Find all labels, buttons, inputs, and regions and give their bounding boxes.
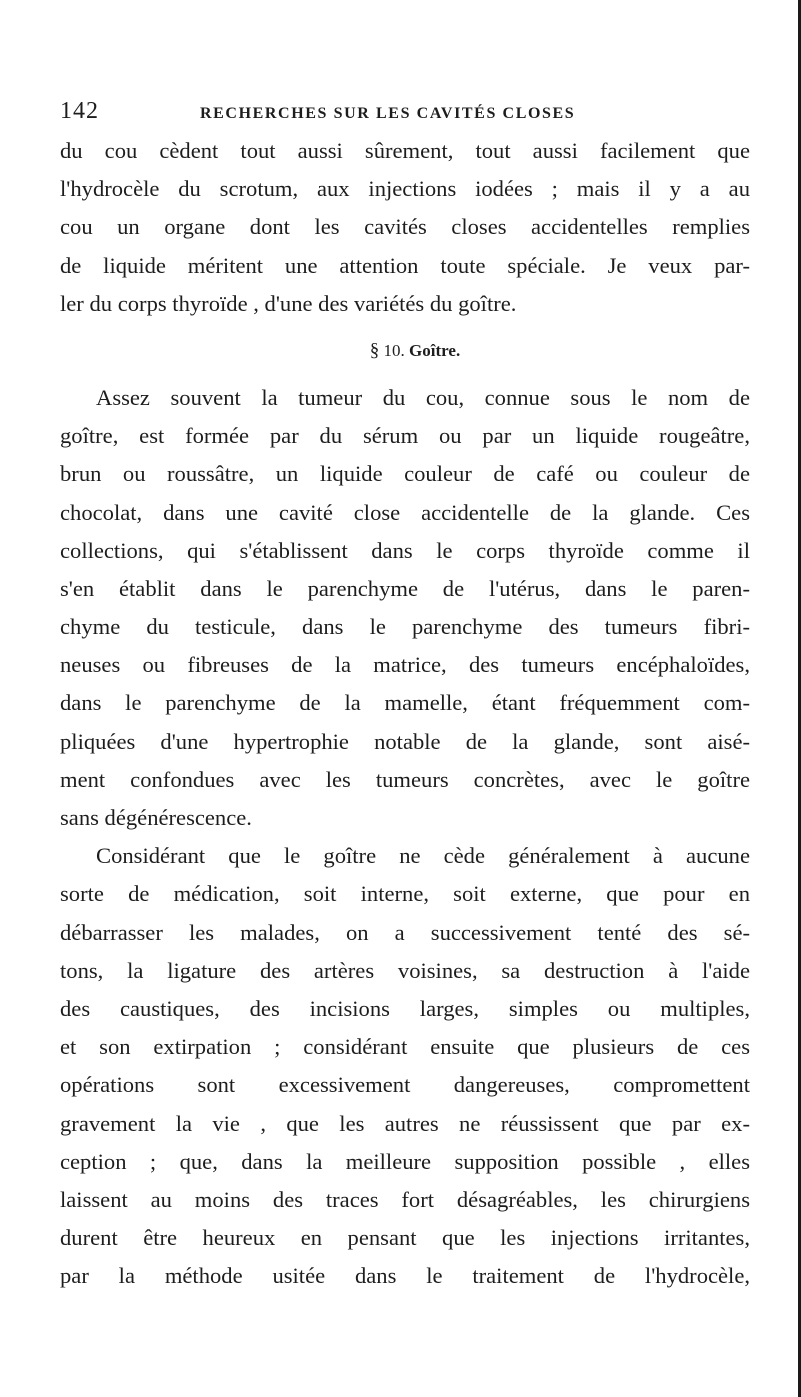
paragraph-intro: [60, 132, 750, 323]
text-line: pliquées d'une hypertrophie notable de la glande, sont aisé-: [60, 728, 750, 754]
text-line: du cou cèdent tout aussi sûrement, tout aussi facilement que: [60, 138, 750, 163]
page-number: 142: [60, 98, 99, 124]
text-line: Considérant que le goître ne cède généralement à aucune: [96, 843, 750, 869]
text-line: neuses ou fibreuses de la matrice, des tumeurs encéphaloïdes,: [60, 652, 750, 678]
text-line: ler du corps thyroïde , d'une des variétés du goître.: [60, 290, 517, 316]
text-line: sans dégénérescence.: [60, 805, 252, 830]
section-sign: §: [369, 339, 380, 361]
text-line: dans le parenchyme de la mamelle, étant fréquemment com-: [60, 690, 750, 716]
text-line: gravement la vie , que les autres ne réussissent que par ex-: [60, 1110, 750, 1136]
text-line: par la méthode usitée dans le traitement de l'hydrocèle,: [60, 1263, 750, 1289]
text-line: des caustiques, des incisions larges, simples ou multiples,: [60, 995, 750, 1021]
text-line: opérations sont excessivement dangereuses, compromettent: [60, 1072, 750, 1098]
text-line: goître, est formée par du sérum ou par un liquide rougeâtre,: [60, 423, 750, 449]
text-line: et son extirpation ; considérant ensuite que plusieurs de ces: [60, 1034, 750, 1060]
paragraph-goitre-description: [60, 379, 750, 837]
text-line: cou un organe dont les cavités closes accidentelles remplies: [60, 214, 750, 240]
text-line: chyme du testicule, dans le parenchyme des tumeurs fibri-: [60, 614, 750, 640]
text-line: sorte de médication, soit interne, soit externe, que pour en: [60, 881, 750, 907]
text-line: laissent au moins des traces fort désagréables, les chirurgiens: [60, 1186, 750, 1212]
text-line: tons, la ligature des artères voisines, sa destruction à l'aide: [60, 957, 750, 983]
text-line: débarrasser les malades, on a successivement tenté des sé-: [60, 919, 750, 945]
page-content: [60, 98, 750, 1295]
text-line: chocolat, dans une cavité close accidentelle de la glande. Ces: [60, 499, 750, 525]
text-line: Assez souvent la tumeur du cou, connue sous le nom de: [96, 384, 750, 410]
section-number: 10.: [383, 340, 405, 360]
text-line: de liquide méritent une attention toute spéciale. Je veux par-: [60, 252, 750, 278]
text-line: ment confondues avec les tumeurs concrètes, avec le goître: [60, 766, 750, 792]
text-line: ception ; que, dans la meilleure supposition possible , elles: [60, 1148, 750, 1174]
paragraph-treatments: [60, 837, 750, 1295]
text-line: s'en établit dans le parenchyme de l'utérus, dans le paren-: [60, 575, 750, 601]
text-line: durent être heureux en pensant que les injections irritantes,: [60, 1225, 750, 1251]
section-heading: [60, 323, 750, 379]
section-title: Goître.: [409, 340, 461, 360]
text-line: collections, qui s'établissent dans le corps thyroïde comme il: [60, 537, 750, 563]
running-head: [60, 98, 750, 128]
text-line: brun ou roussâtre, un liquide couleur de café ou couleur de: [60, 461, 750, 487]
running-title: RECHERCHES SUR LES CAVITÉS CLOSES: [200, 105, 576, 122]
text-line: l'hydrocèle du scrotum, aux injections iodées ; mais il y a au: [60, 176, 750, 202]
